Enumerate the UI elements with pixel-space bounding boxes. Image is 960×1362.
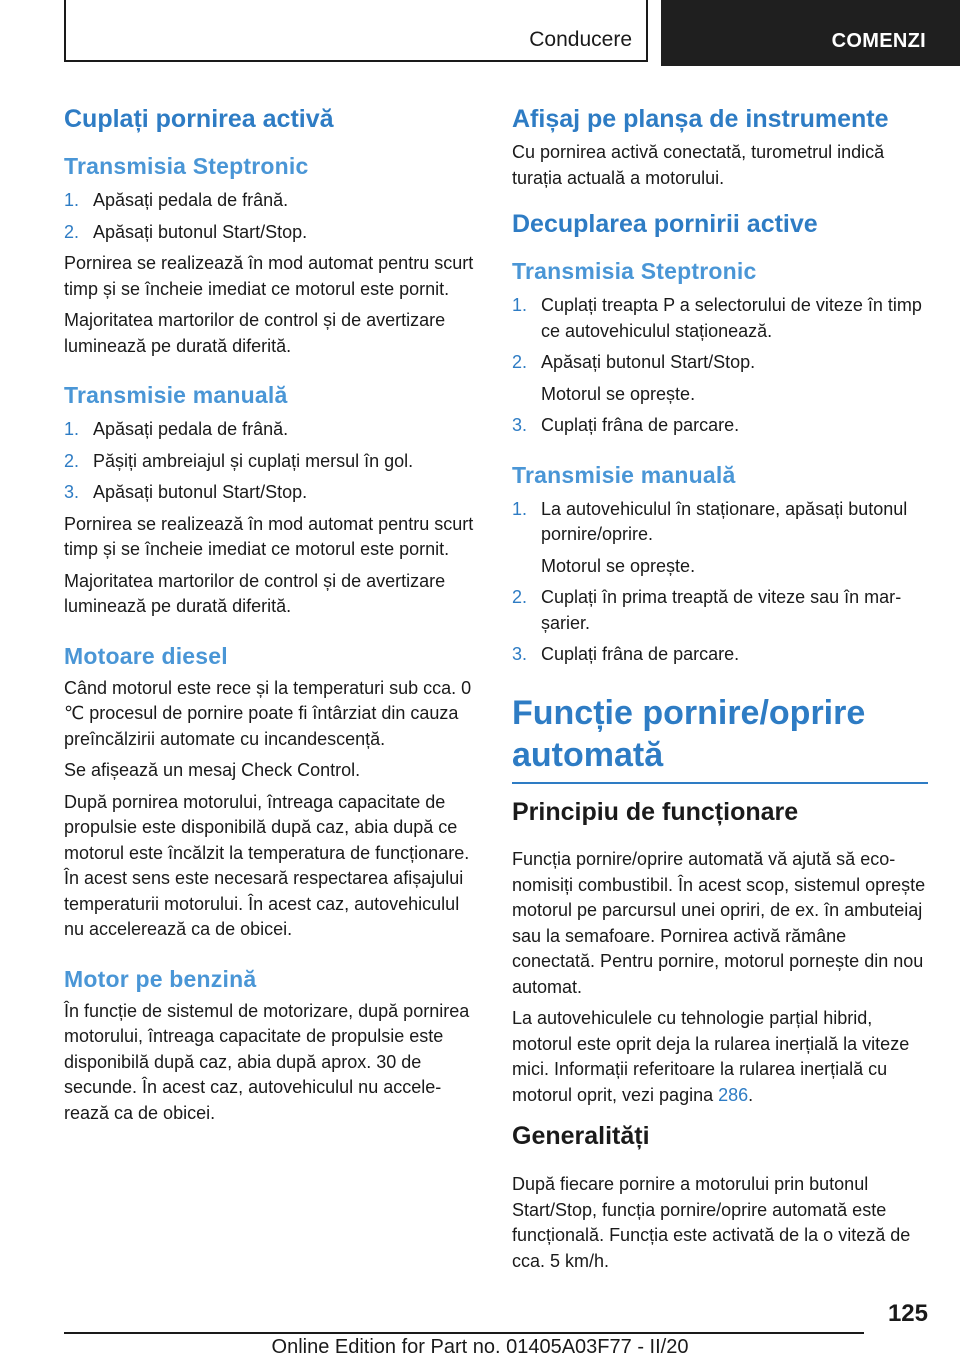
right-column <box>512 102 928 1274</box>
step-number: 1. <box>64 419 80 439</box>
step-text: Cuplați în prima treaptă de viteze sau în marșarier. <box>541 587 902 633</box>
step-text: Pășiți ambreiajul și cuplați mersul în gol. <box>93 450 414 471</box>
list-item <box>64 449 480 475</box>
steptronic-steps <box>64 188 480 245</box>
heading-diesel: Motoare diesel <box>64 642 228 669</box>
section-title-deactivate: Decuplarea pornirii active <box>512 210 818 238</box>
paragraph: În funcție de sistemul de motorizare, după pornirea motorului, întreaga capacitate de propulsie este disponibilă după caz, abia după aprox. 30 de secunde. În acest caz, autovehiculul nu accelerează ca de obicei. <box>64 1000 470 1123</box>
step-number: 2. <box>512 352 528 372</box>
step-number: 3. <box>512 415 528 435</box>
paragraph: Când motorul este rece și la temperaturi sub cca. 0 ℃ procesul de pornire poate fi întârziat din cauza preîncălzirii automate cu incandescență. <box>64 677 472 749</box>
step-number: 1. <box>512 295 528 315</box>
list-item <box>512 585 928 636</box>
list-item <box>64 417 480 443</box>
page-reference-link[interactable]: 286 <box>718 1084 749 1105</box>
step-text: Apăsați butonul Start/Stop. <box>93 482 308 502</box>
list-item <box>512 413 928 439</box>
step-text: Apăsați pedala de frână. <box>93 419 289 439</box>
paragraph: După pornirea motorului, întreaga capacitate de propulsie este disponibilă după caz, abia după ce motorul este încălzit la temperatura de funcționare. În acest sens este necesară respectarea afișajului temperaturii motorului. În acest caz, autovehiculul nu accelerează ca de obicei. <box>64 791 470 939</box>
step-result: Motorul se oprește. <box>541 555 696 576</box>
page-number: 125 <box>887 1300 928 1327</box>
paragraph: Se afișează un mesaj Check Control. <box>64 760 361 780</box>
paragraph: Pornirea se realizează în mod automat pentru scurt timp și se încheie imediat ce motorul este pornit. <box>64 513 474 559</box>
paragraph: După fiecare pornire a motorului prin butonul Start/Stop, funcția pornire/oprire automată este funcțională. Funcția este activată de la o viteză de cca. 5 km/h. <box>512 1174 911 1271</box>
paragraph-with-link <box>512 1006 928 1108</box>
step-number: 2. <box>64 221 80 242</box>
heading-principle: Principiu de funcționare <box>512 797 799 826</box>
manual-steps <box>64 417 480 506</box>
footer-divider <box>64 1332 864 1334</box>
step-number: 2. <box>512 587 528 607</box>
step-result: Motorul se oprește. <box>541 383 696 404</box>
list-item <box>64 220 480 246</box>
heading-steptronic: Transmisia Steptronic <box>512 258 757 284</box>
step-number: 1. <box>64 190 80 210</box>
deactivate-manual-steps <box>512 497 928 668</box>
step-number: 3. <box>64 482 80 502</box>
step-text: Apăsați butonul Start/Stop. <box>541 352 756 372</box>
chapter-title-auto-start-stop: Funcție pornire/oprire automată <box>512 692 928 784</box>
heading-manual: Transmisie manuală <box>512 461 736 488</box>
step-number: 3. <box>512 644 528 664</box>
step-text: Cuplați frâna de parcare. <box>541 644 740 664</box>
list-item <box>512 497 928 580</box>
step-number: 2. <box>64 450 80 471</box>
step-number: 1. <box>512 498 528 519</box>
list-item <box>64 480 480 506</box>
heading-manual: Transmisie manuală <box>64 382 288 408</box>
header-chapter-tab[interactable] <box>661 0 960 66</box>
section-title-display: Afișaj pe planșa de instrumente <box>512 105 889 133</box>
heading-petrol: Motor pe benzină <box>64 965 257 992</box>
paragraph: Majoritatea martorilor de control și de avertizare luminează pe durată diferită. <box>64 570 446 616</box>
section-title-active-start: Cuplați pornirea activă <box>64 105 334 133</box>
list-item <box>512 350 928 407</box>
heading-general: Generalități <box>512 1122 650 1151</box>
paragraph: Funcția pornire/oprire automată vă ajută să economisiți combustibil. În acest scop, sistemul oprește motorul pe parcursul unei opriri, de ex. în ambuteiaj sau la semafoare. Pornirea activă rămâne conectată. Pentru pornire, motorul pornește din nou automat. <box>512 849 926 997</box>
paragraph: Majoritatea martorilor de control și de avertizare luminează pe durată diferită. <box>64 310 446 356</box>
list-item <box>512 642 928 668</box>
paragraph: Cu pornirea activă conectată, turometrul indică turația actuală a motorului. <box>512 142 885 188</box>
step-text: Cuplați frâna de parcare. <box>541 415 740 435</box>
edition-footer: Online Edition for Part no. 01405A03F77 - II/20 <box>271 1336 689 1358</box>
paragraph: Pornirea se realizează în mod automat pentru scurt timp și se încheie imediat ce motorul este pornit. <box>64 253 474 299</box>
header-section-box <box>64 0 648 62</box>
paragraph-text: La autovehiculele cu tehnologie parțial hibrid, motorul este oprit deja la rularea inerțială la viteze mici. Informații referitoare la rularea inerțială cu motorul oprit, vezi pagina <box>512 1008 910 1105</box>
header-section-label: Conducere <box>529 28 632 51</box>
left-column <box>64 102 480 1126</box>
step-text: Apăsați pedala de frână. <box>93 190 289 210</box>
deactivate-steptronic-steps <box>512 293 928 439</box>
step-text: La autovehiculul în staționare, apăsați butonul pornire/oprire. <box>541 498 908 544</box>
step-text: Cuplați treapta P a selectorului de viteze în timp ce autovehiculul staționează. <box>541 295 922 341</box>
list-item <box>512 293 928 344</box>
paragraph-text-end: . <box>748 1084 754 1105</box>
heading-steptronic: Transmisia Steptronic <box>64 153 309 179</box>
page-header <box>0 0 960 66</box>
list-item <box>64 188 480 214</box>
step-text: Apăsați butonul Start/Stop. <box>93 221 308 242</box>
header-chapter-label: COMENZI <box>831 30 926 52</box>
